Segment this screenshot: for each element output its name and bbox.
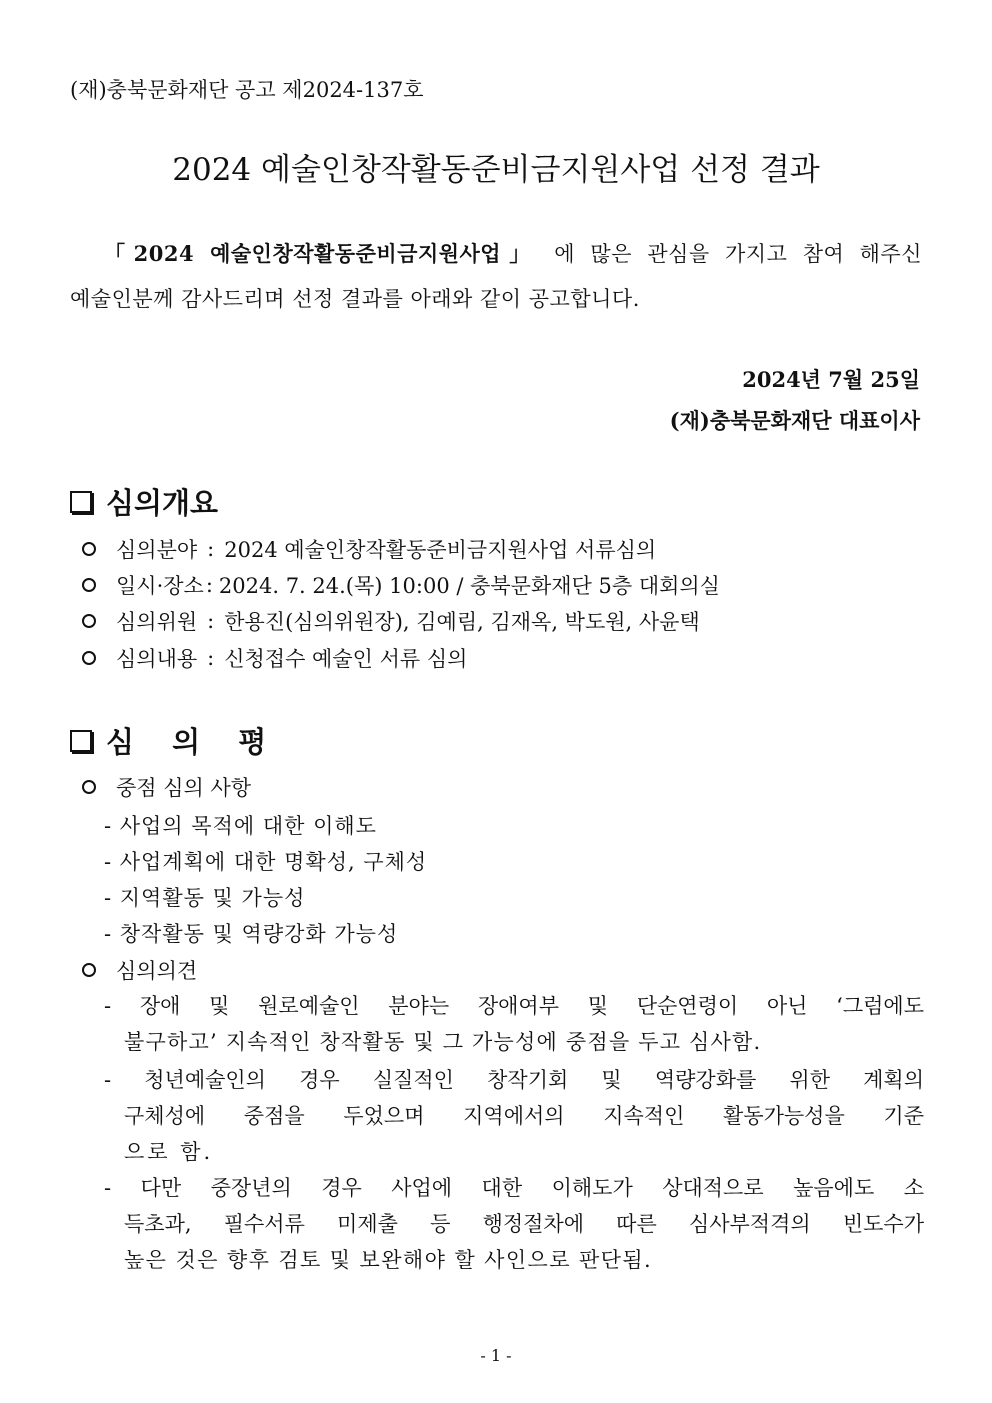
overview-item-label: 심의위원 [116, 610, 198, 634]
intro-line-1 [70, 238, 922, 268]
overview-item-label: 심의내용 [116, 647, 198, 671]
opinion-line: 높은 것은 향후 검토 및 보완해야 할 사인으로 판단됨. [124, 1248, 653, 1272]
checkbox-square-icon [70, 491, 92, 513]
page-number: - 1 - [480, 1346, 512, 1365]
focus-item: - 지역활동 및 가능성 [104, 886, 306, 910]
circle-bullet-icon [82, 614, 96, 628]
overview-item [82, 534, 656, 564]
opinion-line: 구체성에 중점을 두었으며 지역에서의 지속적인 활동가능성을 기준 [124, 1104, 924, 1128]
overview-item-separator: : [205, 573, 213, 597]
focus-item: - 사업의 목적에 대한 이해도 [104, 814, 377, 838]
notice-number: (재)충북문화재단 공고 제2024-137호 [70, 78, 424, 102]
overview-item-label: 심의분야 [116, 538, 198, 562]
overview-item-value: 신청접수 예술인 서류 심의 [224, 647, 468, 671]
focus-item: - 사업계획에 대한 명확성, 구체성 [104, 850, 428, 874]
opinion-heading [82, 955, 197, 985]
circle-bullet-icon [82, 542, 96, 556]
announcement-date: 2024년 7월 25일 [742, 367, 920, 392]
overview-item [82, 570, 720, 600]
opinion-line: 으로 함. [124, 1140, 214, 1164]
section-title: 심의개요 [106, 486, 219, 520]
section-title: 심 의 평 [106, 725, 281, 759]
checkbox-square-icon [70, 730, 92, 752]
overview-item-separator: : [207, 537, 215, 561]
focus-item: - 창작활동 및 역량강화 가능성 [104, 922, 399, 946]
opinion-heading-text: 심의의견 [116, 959, 198, 983]
intro-program-name: 「2024 예술인창작활동준비금지원사업」 [104, 241, 539, 266]
circle-bullet-icon [82, 780, 96, 794]
overview-item-label: 일시·장소 [116, 574, 204, 598]
opinion-line: 불구하고’ 지속적인 창작활동 및 그 가능성에 중점을 두고 심사함. [124, 1030, 762, 1054]
overview-item-separator: : [207, 646, 215, 670]
overview-item-value: 한용진(심의위원장), 김예림, 김재옥, 박도원, 사윤택 [224, 610, 700, 634]
overview-item-value: 2024. 7. 24.(목) 10:00 / 충북문화재단 5층 대회의실 [218, 574, 720, 598]
issuing-organization: (재)충북문화재단 대표이사 [669, 408, 920, 433]
overview-item [82, 643, 467, 673]
section-heading-review [70, 720, 280, 761]
circle-bullet-icon [82, 963, 96, 977]
opinion-line: - 다만 중장년의 경우 사업에 대한 이해도가 상대적으로 높음에도 소 [104, 1176, 924, 1200]
focus-heading-text: 중점 심의 사항 [116, 776, 252, 800]
circle-bullet-icon [82, 651, 96, 665]
opinion-line: 득초과, 필수서류 미제출 등 행정절차에 따른 심사부적격의 빈도수가 [124, 1212, 924, 1236]
intro-line-2: 예술인분께 감사드리며 선정 결과를 아래와 같이 공고합니다. [70, 287, 640, 311]
overview-item-separator: : [207, 609, 215, 633]
section-heading-overview [70, 481, 218, 522]
intro-line-1-text: 에 많은 관심을 가지고 참여 해주신 [554, 242, 922, 266]
circle-bullet-icon [82, 578, 96, 592]
focus-heading [82, 772, 251, 802]
overview-item-value: 2024 예술인창작활동준비금지원사업 서류심의 [224, 538, 657, 562]
opinion-line: - 장애 및 원로예술인 분야는 장애여부 및 단순연령이 아닌 ‘그럼에도 [104, 994, 924, 1018]
overview-item [82, 606, 700, 636]
document-title: 2024 예술인창작활동준비금지원사업 선정 결과 [172, 152, 820, 188]
opinion-line: - 청년예술인의 경우 실질적인 창작기회 및 역량강화를 위한 계획의 [104, 1068, 924, 1092]
